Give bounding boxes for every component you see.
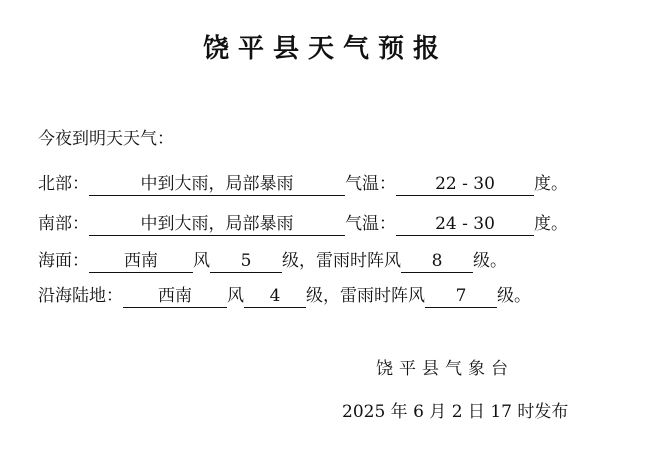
coast-wind-direction: 西南 (123, 285, 227, 308)
south-temp-label: 气温： (345, 214, 396, 234)
north-temp-value: 22 - 30 (396, 173, 534, 196)
issuing-agency: 饶平县气象台 (376, 359, 514, 379)
page-title: 饶平县天气预报 (202, 34, 448, 64)
north-weather-value: 中到大雨，局部暴雨 (89, 173, 345, 196)
coast-gust-text: 级。 (497, 286, 531, 306)
north-forecast-row (38, 172, 568, 196)
sea-wind-direction: 西南 (89, 250, 193, 273)
issue-datetime: 2025 年 6 月 2 日 17 时发布 (342, 402, 569, 422)
south-weather-value: 中到大雨，局部暴雨 (89, 213, 345, 236)
south-temp-unit: 度。 (534, 214, 568, 234)
sea-label: 海面： (38, 251, 89, 271)
sea-gust-level: 8 (401, 250, 473, 273)
sea-wind-level: 5 (210, 250, 282, 273)
coast-level-text: 级，雷雨时阵风 (306, 286, 425, 306)
south-forecast-row (38, 212, 568, 236)
south-temp-value: 24 - 30 (396, 213, 534, 236)
coast-wind-level: 4 (244, 285, 306, 308)
sea-gust-text: 级。 (473, 251, 507, 271)
north-temp-label: 气温： (345, 174, 396, 194)
forecast-intro: 今夜到明天天气： (38, 129, 174, 149)
north-temp-unit: 度。 (534, 174, 568, 194)
coast-wind-text: 风 (227, 286, 244, 306)
sea-forecast-row (38, 249, 507, 273)
sea-level-text: 级，雷雨时阵风 (282, 251, 401, 271)
coast-gust-level: 7 (425, 285, 497, 308)
north-label: 北部： (38, 174, 89, 194)
sea-wind-text: 风 (193, 251, 210, 271)
coast-forecast-row (38, 284, 531, 308)
coast-label: 沿海陆地： (38, 286, 123, 306)
south-label: 南部： (38, 214, 89, 234)
